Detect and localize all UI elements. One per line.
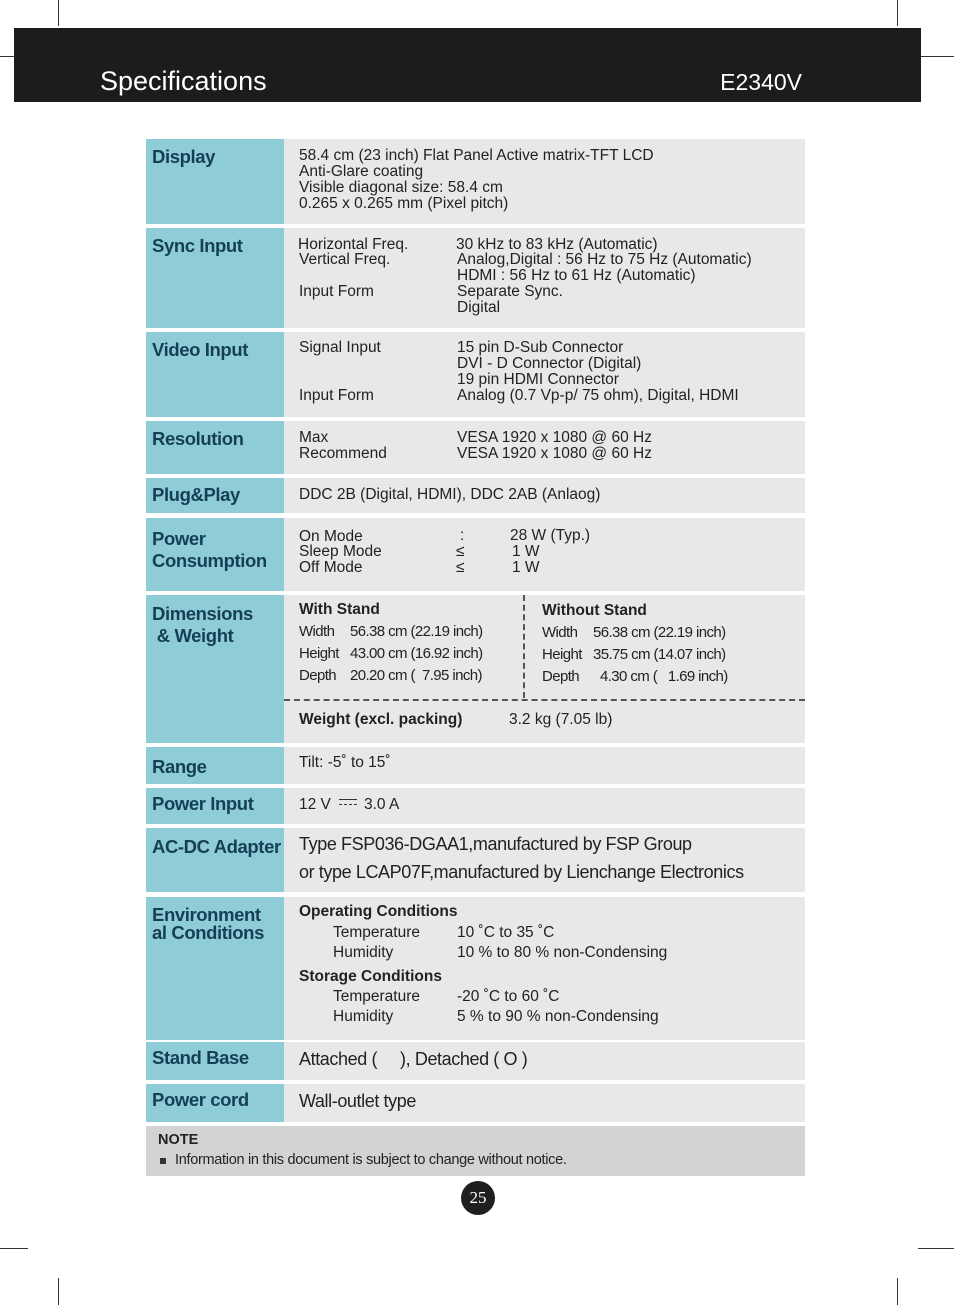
spec-line: or type LCAP07F,manufactured by Lienchange Electronics bbox=[299, 862, 744, 882]
spec-line: Anti-Glare coating bbox=[299, 163, 424, 180]
spec-value: Attached ( ), Detached ( O ) bbox=[299, 1049, 528, 1069]
spec-key: Max bbox=[299, 429, 329, 446]
crop-mark bbox=[0, 56, 14, 57]
spec-value: Separate Sync. bbox=[457, 283, 563, 300]
operating-conditions-title: Operating Conditions bbox=[299, 903, 458, 920]
spec-row-display bbox=[146, 139, 805, 224]
model-number: E2340V bbox=[720, 69, 802, 95]
column-divider bbox=[523, 595, 525, 698]
dc-current-icon bbox=[339, 799, 357, 807]
spec-key: Sleep Mode bbox=[299, 543, 382, 560]
spec-key: Depth bbox=[299, 667, 337, 684]
note-title: NOTE bbox=[158, 1132, 199, 1148]
spec-value: 10 ˚C to 35 ˚C bbox=[457, 924, 555, 941]
spec-label: Power bbox=[152, 528, 206, 549]
spec-line: 58.4 cm (23 inch) Flat Panel Active matrix-TFT LCD bbox=[299, 147, 654, 164]
spec-label: Dimensions bbox=[152, 603, 253, 624]
crop-mark bbox=[0, 1248, 28, 1249]
spec-separator: ≤ bbox=[456, 543, 465, 560]
spec-key: Temperature bbox=[333, 988, 421, 1005]
spec-value: 5 % to 90 % non-Condensing bbox=[457, 1008, 659, 1025]
spec-key: Humidity bbox=[333, 1008, 394, 1025]
spec-key: Vertical Freq. bbox=[299, 251, 391, 268]
spec-key: Input Form bbox=[299, 387, 374, 404]
crop-mark bbox=[918, 1248, 954, 1249]
spec-separator: ≤ bbox=[456, 559, 465, 576]
spec-label: Stand Base bbox=[152, 1047, 249, 1068]
spec-value: Wall-outlet type bbox=[299, 1091, 416, 1111]
with-stand-title: With Stand bbox=[299, 601, 380, 618]
spec-value: 30 kHz to 83 kHz (Automatic) bbox=[456, 236, 658, 253]
spec-row-video-input bbox=[146, 332, 805, 417]
note-text: Information in this document is subject to change without notice. bbox=[175, 1152, 567, 1168]
spec-key: Humidity bbox=[333, 944, 394, 961]
spec-row-dimensions-weight bbox=[146, 595, 805, 743]
spec-value: Analog,Digital : 56 Hz to 75 Hz (Automatic) bbox=[457, 251, 752, 268]
spec-row-power-cord bbox=[146, 1084, 805, 1122]
spec-label: Environment bbox=[152, 904, 261, 925]
crop-mark bbox=[897, 1278, 898, 1305]
spec-key: Height bbox=[542, 646, 582, 663]
crop-mark bbox=[58, 1278, 59, 1305]
bullet-icon bbox=[160, 1158, 166, 1164]
page-title: Specifications bbox=[100, 66, 267, 96]
spec-separator: : bbox=[460, 527, 465, 544]
spec-line: Visible diagonal size: 58.4 cm bbox=[299, 179, 503, 196]
current-value: 3.0 A bbox=[364, 796, 400, 813]
spec-key: Width bbox=[299, 623, 335, 640]
spec-key: On Mode bbox=[299, 528, 363, 545]
spec-row-range bbox=[146, 747, 805, 784]
note-box bbox=[146, 1126, 805, 1176]
page-number: 25 bbox=[461, 1181, 495, 1215]
spec-label: Video Input bbox=[152, 339, 248, 360]
without-stand-title: Without Stand bbox=[542, 602, 647, 619]
row-divider bbox=[284, 699, 805, 701]
crop-mark bbox=[58, 0, 59, 26]
storage-conditions-title: Storage Conditions bbox=[299, 968, 442, 985]
spec-value: -20 ˚C to 60 ˚C bbox=[457, 988, 560, 1005]
spec-key: Input Form bbox=[299, 283, 374, 300]
spec-row-ac-dc-adapter bbox=[146, 828, 805, 892]
spec-line: 0.265 x 0.265 mm (Pixel pitch) bbox=[299, 195, 509, 212]
spec-key: Depth bbox=[542, 668, 580, 685]
spec-label: al Conditions bbox=[152, 922, 264, 943]
spec-label: Resolution bbox=[152, 428, 244, 449]
spec-key: Horizontal Freq. bbox=[298, 236, 409, 253]
spec-line: Type FSP036-DGAA1,manufactured by FSP Group bbox=[299, 834, 692, 854]
spec-label: Range bbox=[152, 756, 207, 777]
spec-value: 4.30 cm ( 1.69 inch) bbox=[600, 668, 728, 685]
spec-row-plug-and-play bbox=[146, 478, 805, 513]
spec-row-resolution bbox=[146, 421, 805, 474]
spec-row-stand-base bbox=[146, 1042, 805, 1080]
spec-value: 28 W (Typ.) bbox=[510, 527, 591, 544]
spec-row-sync-input bbox=[146, 228, 805, 328]
spec-value: Analog (0.7 Vp-p/ 75 ohm), Digital, HDMI bbox=[457, 387, 739, 404]
spec-key: Width bbox=[542, 624, 578, 641]
spec-row-power-input bbox=[146, 788, 805, 824]
spec-key: Temperature bbox=[333, 924, 421, 941]
crop-mark bbox=[897, 0, 898, 26]
spec-label: Plug&Play bbox=[152, 484, 240, 505]
spec-value: DVI - D Connector (Digital) bbox=[457, 355, 642, 372]
weight-label: Weight (excl. packing) bbox=[299, 711, 463, 728]
spec-label: Display bbox=[152, 146, 216, 167]
spec-value: VESA 1920 x 1080 @ 60 Hz bbox=[457, 429, 652, 446]
voltage-value: 12 V bbox=[299, 796, 331, 813]
weight-value: 3.2 kg (7.05 lb) bbox=[509, 711, 613, 728]
spec-value: 1 W bbox=[512, 543, 540, 560]
spec-label: Sync Input bbox=[152, 235, 243, 256]
crop-mark bbox=[921, 56, 954, 57]
spec-label: Power Input bbox=[152, 793, 254, 814]
spec-value: DDC 2B (Digital, HDMI), DDC 2AB (Anlaog) bbox=[299, 486, 601, 503]
spec-value: Tilt: -5˚ to 15˚ bbox=[299, 754, 391, 771]
spec-value: 56.38 cm (22.19 inch) bbox=[350, 623, 483, 640]
spec-value: 10 % to 80 % non-Condensing bbox=[457, 944, 668, 961]
spec-label: & Weight bbox=[152, 625, 234, 646]
spec-value: 43.00 cm (16.92 inch) bbox=[350, 645, 483, 662]
spec-row-environmental-conditions bbox=[146, 897, 805, 1040]
spec-value: 20.20 cm ( 7.95 inch) bbox=[350, 667, 482, 684]
spec-key: Height bbox=[299, 645, 339, 662]
spec-label: Power cord bbox=[152, 1089, 249, 1110]
spec-label: AC-DC Adapter bbox=[152, 836, 281, 857]
spec-value: 1 W bbox=[512, 559, 540, 576]
spec-key: Recommend bbox=[299, 445, 387, 462]
spec-value: HDMI : 56 Hz to 61 Hz (Automatic) bbox=[457, 267, 696, 284]
spec-value: Digital bbox=[457, 299, 501, 316]
spec-key: Off Mode bbox=[299, 559, 363, 576]
spec-value: 35.75 cm (14.07 inch) bbox=[593, 646, 726, 663]
spec-label: Consumption bbox=[152, 550, 267, 571]
spec-value: 56.38 cm (22.19 inch) bbox=[593, 624, 726, 641]
spec-row-power-consumption bbox=[146, 518, 805, 591]
page-header bbox=[14, 28, 921, 102]
spec-value: 19 pin HDMI Connector bbox=[457, 371, 619, 388]
spec-key: Signal Input bbox=[299, 339, 381, 356]
spec-value: VESA 1920 x 1080 @ 60 Hz bbox=[457, 445, 652, 462]
spec-value: 15 pin D-Sub Connector bbox=[457, 339, 624, 356]
